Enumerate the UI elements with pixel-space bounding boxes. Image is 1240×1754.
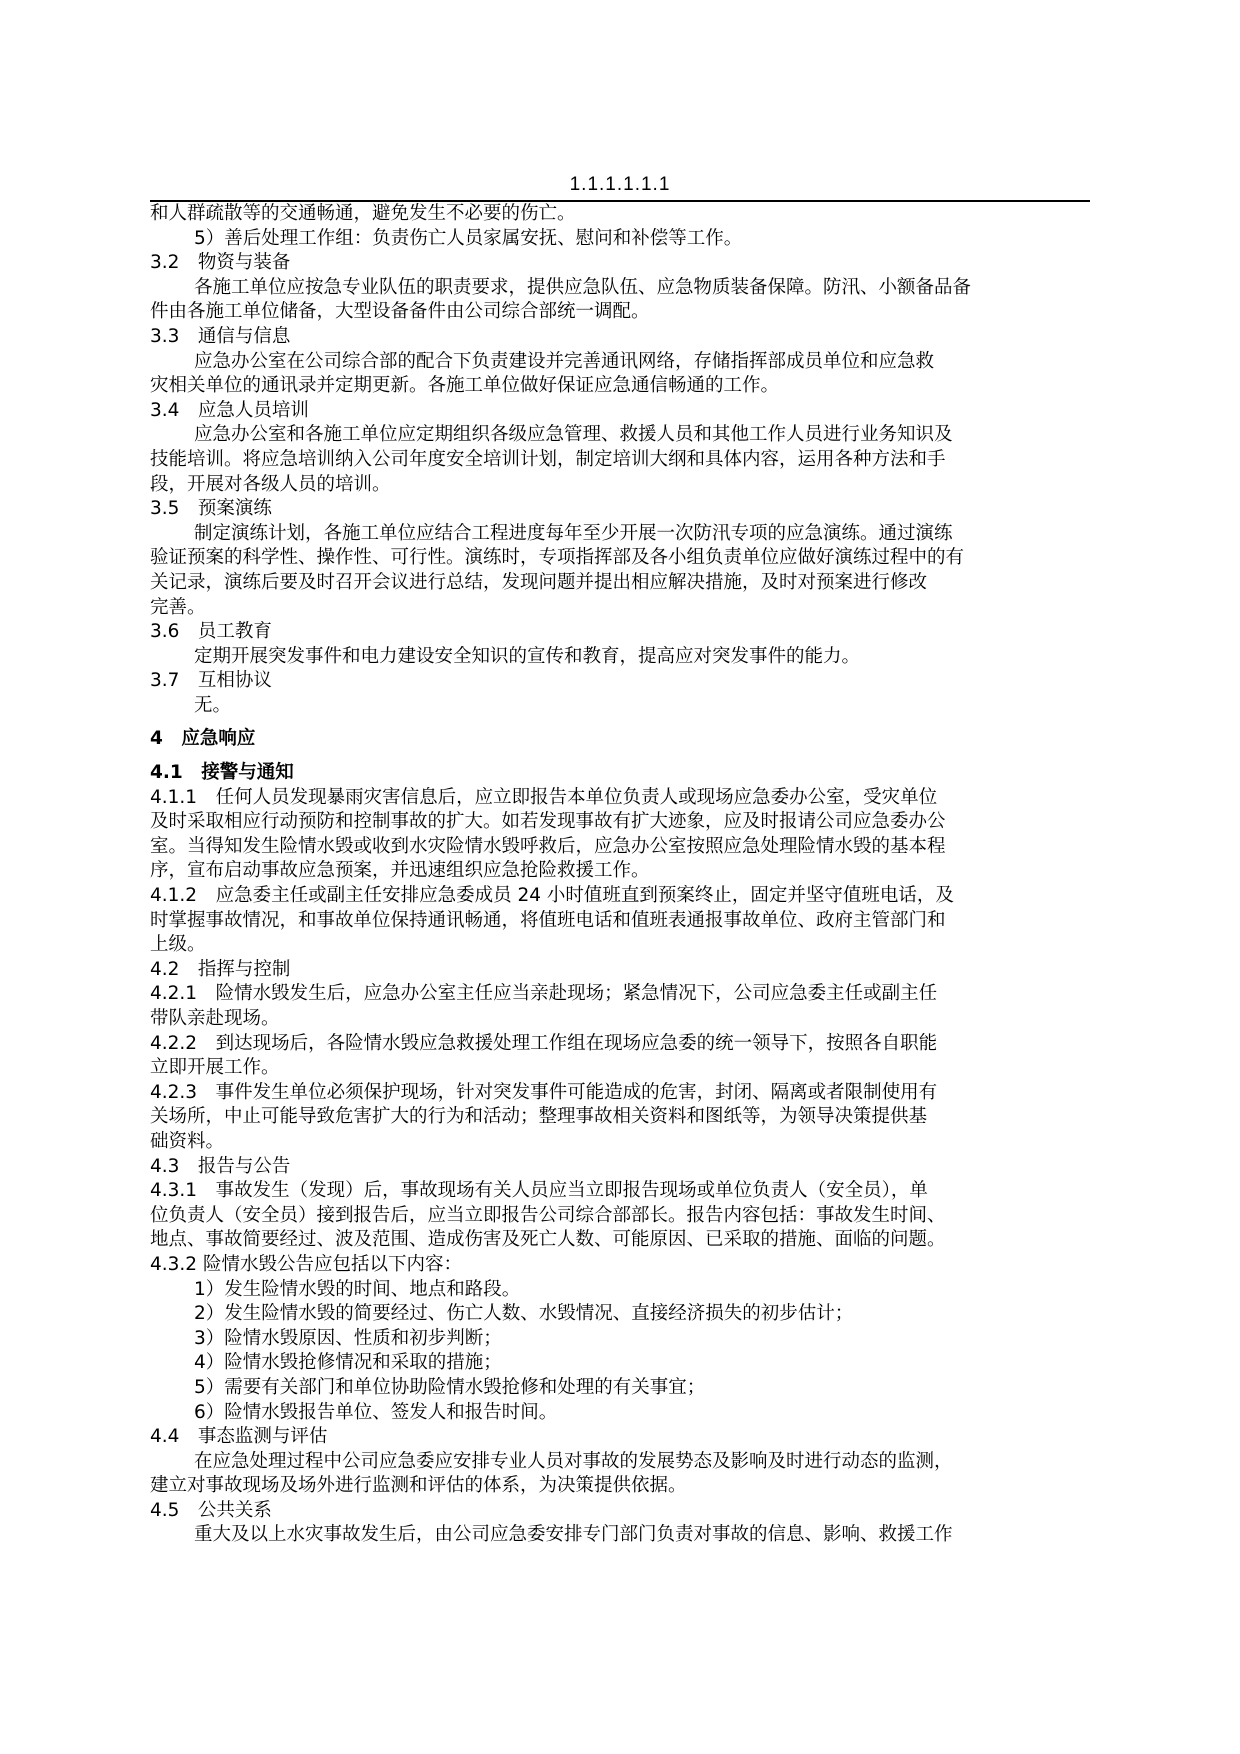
text-line: 地点、事故简要经过、波及范围、造成伤害及死亡人数、可能原因、已采取的措施、面临的问题。: [150, 1229, 946, 1251]
document-body: [150, 202, 1090, 1548]
list-item: 2）发生险情水毁的简要经过、伤亡人数、水毁情况、直接经济损失的初步估计；: [194, 1303, 854, 1325]
text-line: 上级。: [150, 934, 206, 956]
section-heading: 3.5 预案演练: [150, 498, 272, 520]
text-line: 各施工单位应按急专业队伍的职责要求，提供应急队伍、应急物质装备保障。防汛、小额备品备: [194, 276, 972, 298]
section-heading: 4.4 事态监测与评估: [150, 1426, 328, 1448]
section-heading: 4.3 报告与公告: [150, 1155, 291, 1177]
chapter-heading: 4 应急响应: [150, 728, 256, 750]
text-line: 4.2.2 到达现场后，各险情水毁应急救援处理工作组在现场应急委的统一领导下，按照各自职能: [150, 1032, 938, 1054]
text-line: 无。: [194, 694, 232, 716]
section-heading: 3.7 互相协议: [150, 670, 272, 692]
section-heading: 4.2 指挥与控制: [150, 958, 291, 980]
text-line: 时掌握事故情况，和事故单位保持通讯畅通，将值班电话和值班表通报事故单位、政府主管部门和: [150, 909, 946, 931]
text-line: 技能培训。将应急培训纳入公司年度安全培训计划，制定培训大纲和具体内容，运用各种方法和手: [150, 448, 946, 470]
text-line: 序，宣布启动事故应急预案，并迅速组织应急抢险救援工作。: [150, 860, 650, 882]
text-line: 带队亲赴现场。: [150, 1008, 280, 1029]
section-heading: 4.1 接警与通知: [150, 762, 294, 784]
text-line: 4.3.1 事故发生（发现）后，事故现场有关人员应当立即报告现场或单位负责人（安全员），单: [150, 1180, 928, 1202]
text-line: 4.2.1 险情水毁发生后，应急办公室主任应当亲赴现场；紧急情况下，公司应急委主任或副主任: [150, 983, 938, 1005]
section-heading: 3.4 应急人员培训: [150, 399, 309, 421]
text-line: 在应急处理过程中公司应急委应安排专业人员对事故的发展势态及影响及时进行动态的监测，: [194, 1450, 953, 1472]
list-item: 3）险情水毁原因、性质和初步判断；: [194, 1327, 502, 1349]
text-line: 立即开展工作。: [150, 1057, 280, 1079]
text-line: 室。当得知发生险情水毁或收到水灾险情水毁呼救后，应急办公室按照应急处理险情水毁的基本程: [150, 835, 946, 857]
document-page: [150, 170, 1090, 1548]
text-line: 和人群疏散等的交通畅通，避免发生不必要的伤亡。: [150, 203, 576, 224]
text-line: 4.1.2 应急委主任或副主任安排应急委成员 24 小时值班直到预案终止，固定并坚守值班电话，及: [150, 885, 954, 907]
list-item: 6）险情水毁报告单位、签发人和报告时间。: [194, 1401, 558, 1423]
text-line: 建立对事故现场及场外进行监测和评估的体系，为决策提供依据。: [150, 1475, 687, 1497]
text-line: 位负责人（安全员）接到报告后，应当立即报告公司综合部部长。报告内容包括：事故发生时间、: [150, 1204, 946, 1226]
text-line: 应急办公室在公司综合部的配合下负责建设并完善通讯网络，存储指挥部成员单位和应急救: [194, 350, 935, 372]
text-line: 5）善后处理工作组：负责伤亡人员家属安抚、慰问和补偿等工作。: [194, 227, 743, 249]
list-item: 4）险情水毁抢修情况和采取的措施；: [194, 1352, 502, 1374]
text-line: 4.2.3 事件发生单位必须保护现场，针对突发事件可能造成的危害，封闭、隔离或者限制使用有: [150, 1081, 938, 1103]
text-line: 础资料。: [150, 1130, 225, 1152]
text-line: 4.3.2 险情水毁公告应包括以下内容：: [150, 1253, 462, 1275]
section-heading: 3.6 员工教育: [150, 621, 272, 643]
page-header: 1.1.1.1.1.1: [150, 170, 1090, 202]
text-line: 及时采取相应行动预防和控制事故的扩大。如若发现事故有扩大迹象，应及时报请公司应急委办公: [150, 811, 946, 833]
text-line: 验证预案的科学性、操作性、可行性。演练时，专项指挥部及各小组负责单位应做好演练过程中的有: [150, 547, 965, 569]
text-line: 定期开展突发事件和电力建设安全知识的宣传和教育，提高应对突发事件的能力。: [194, 645, 861, 667]
section-heading: 3.2 物资与装备: [150, 252, 291, 274]
section-heading: 3.3 通信与信息: [150, 325, 291, 347]
list-item: 5）需要有关部门和单位协助险情水毁抢修和处理的有关事宜；: [194, 1376, 706, 1398]
list-item: 1）发生险情水毁的时间、地点和路段。: [194, 1278, 521, 1300]
text-line: 重大及以上水灾事故发生后，由公司应急委安排专门部门负责对事故的信息、影响、救援工作: [194, 1524, 953, 1546]
text-line: 关场所，中止可能导致危害扩大的行为和活动；整理事故相关资料和图纸等，为领导决策提供基: [150, 1106, 928, 1128]
text-line: 4.1.1 任何人员发现暴雨灾害信息后，应立即报告本单位负责人或现场应急委办公室，受灾单位: [150, 786, 938, 808]
text-line: 应急办公室和各施工单位应定期组织各级应急管理、救援人员和其他工作人员进行业务知识及: [194, 424, 953, 446]
text-line: 完善。: [150, 596, 206, 618]
text-line: 灾相关单位的通讯录并定期更新。各施工单位做好保证应急通信畅通的工作。: [150, 375, 780, 397]
text-line: 关记录，演练后要及时召开会议进行总结，发现问题并提出相应解决措施，及时对预案进行修改: [150, 571, 928, 593]
text-line: 段，开展对各级人员的培训。: [150, 473, 391, 495]
text-line: 件由各施工单位储备，大型设备备件由公司综合部统一调配。: [150, 301, 650, 323]
section-heading: 4.5 公共关系: [150, 1499, 272, 1521]
text-line: 制定演练计划，各施工单位应结合工程进度每年至少开展一次防汛专项的应急演练。通过演练: [194, 522, 953, 544]
